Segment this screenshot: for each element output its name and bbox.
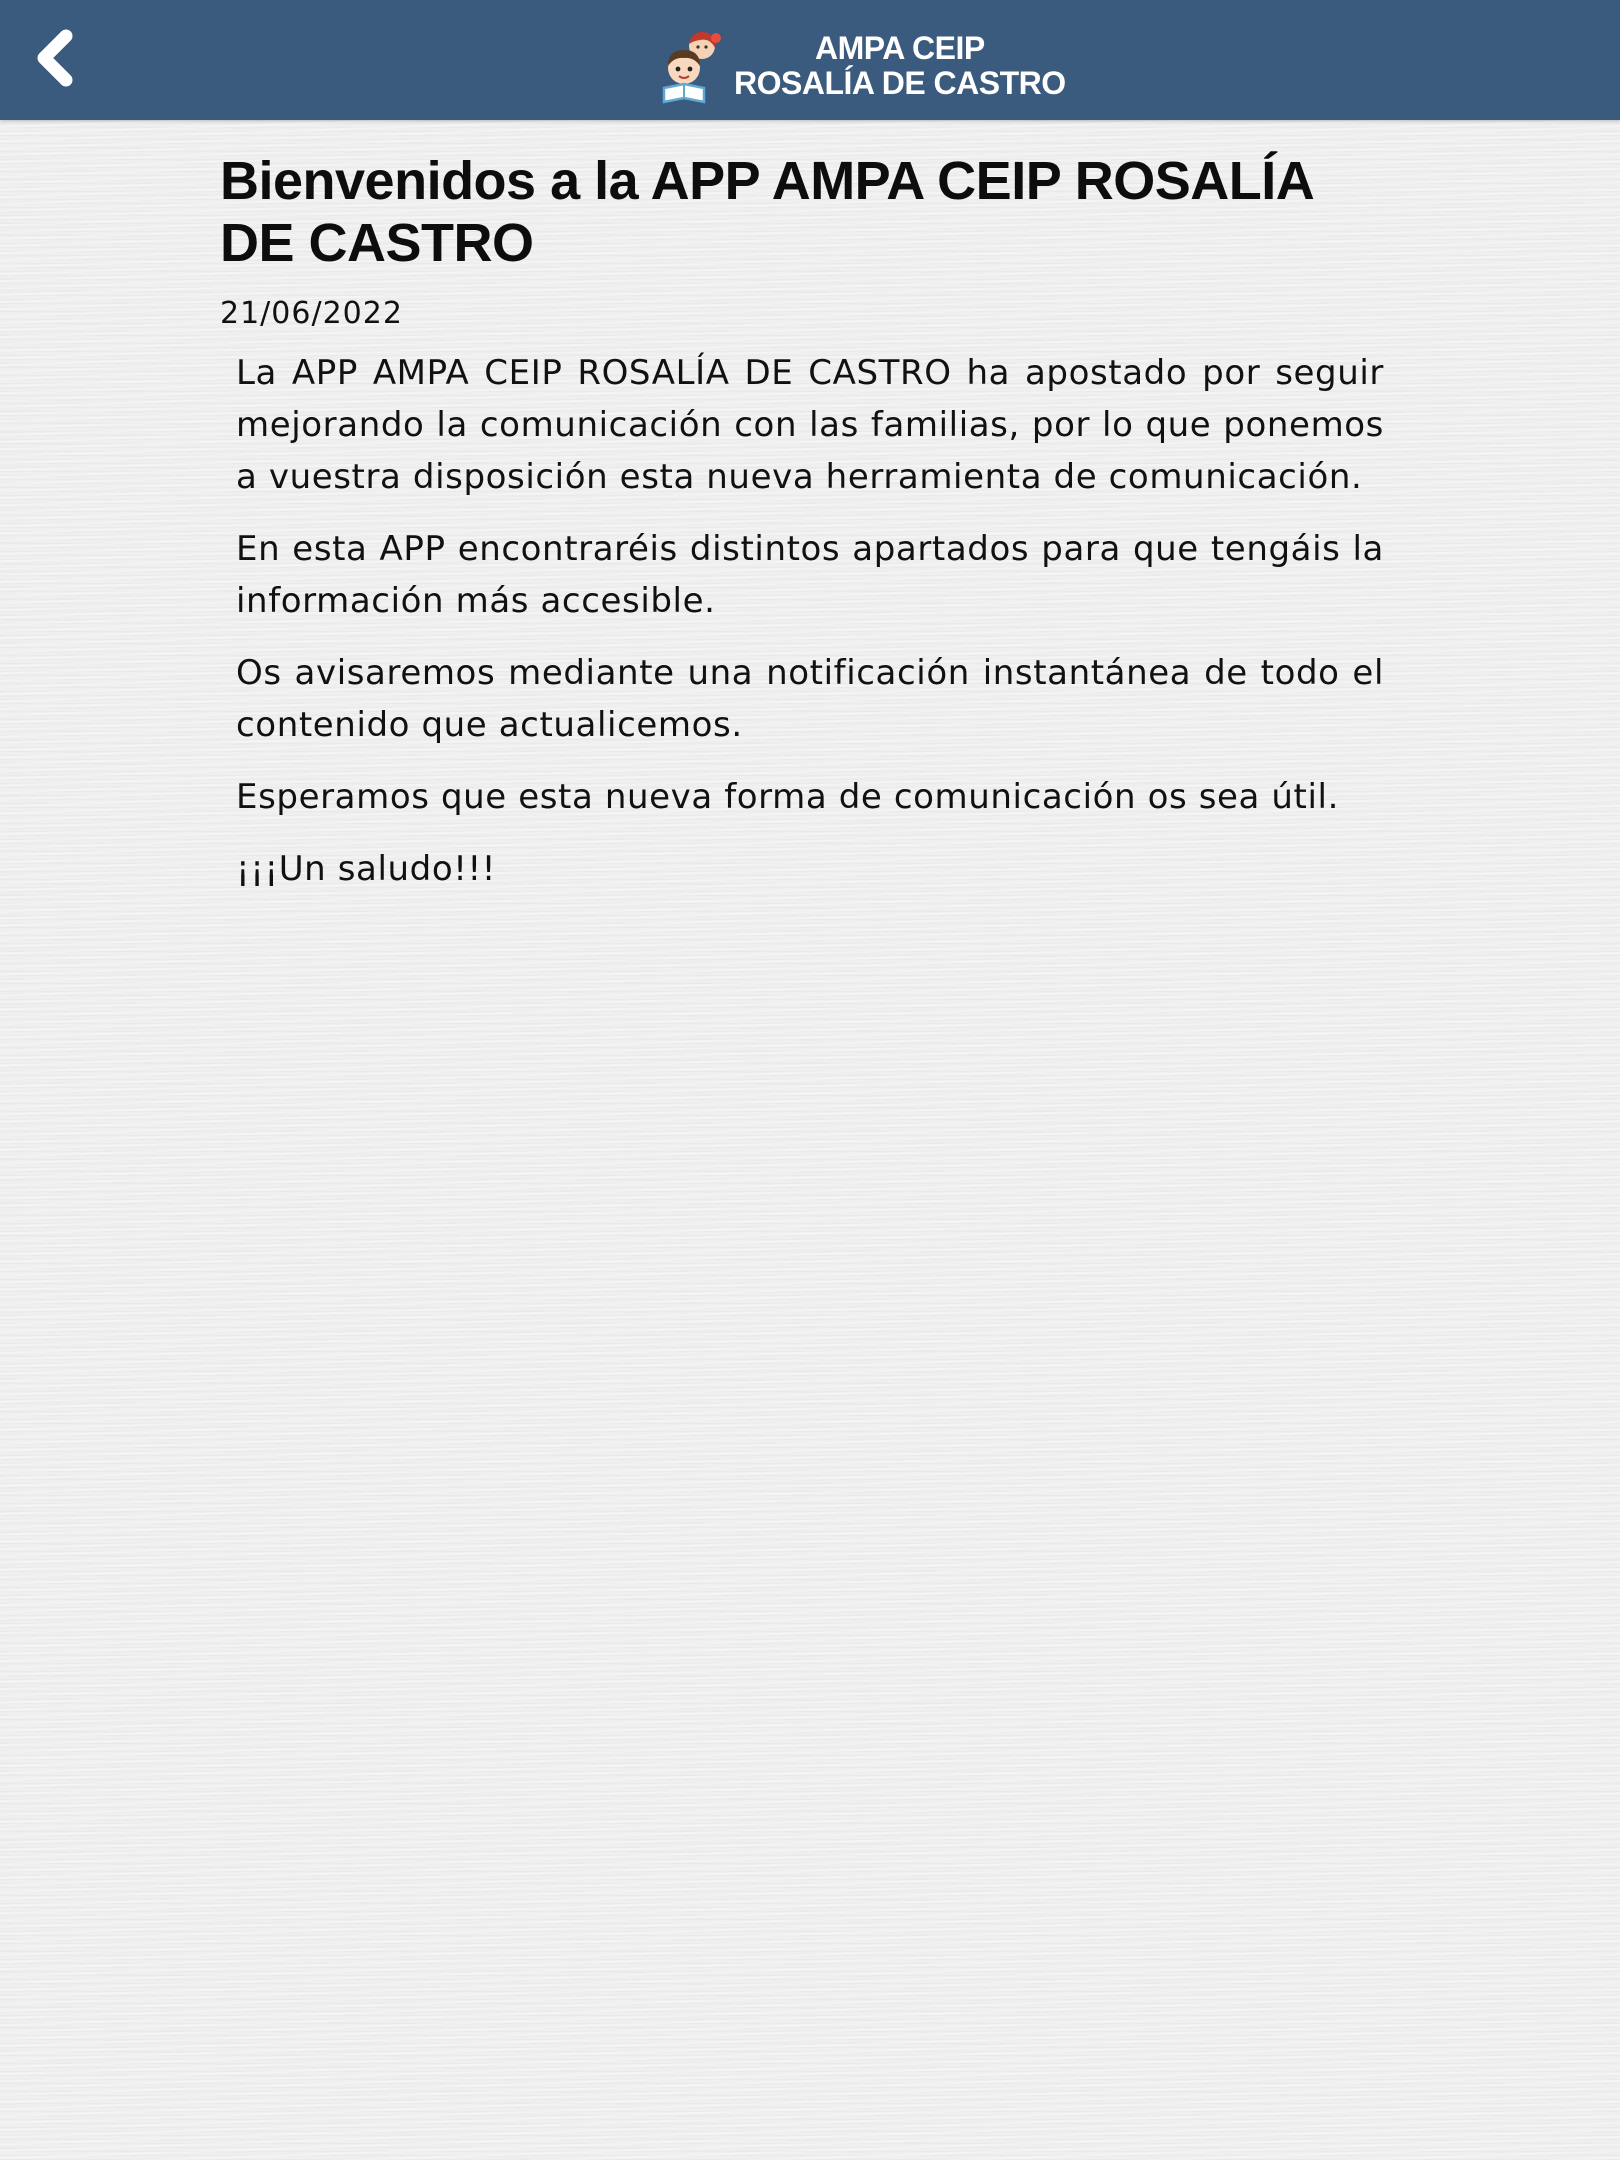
app-header (0, 0, 1620, 120)
children-logo-icon (658, 26, 724, 106)
article (220, 150, 1385, 915)
chevron-left-icon (30, 28, 82, 92)
brand-line-1: AMPA CEIP (814, 30, 985, 66)
article-paragraph: En esta APP encontraréis distintos apartados para que tengáis la información más accesible. (236, 529, 1384, 621)
article-body (220, 347, 1384, 895)
article-paragraph: Os avisaremos mediante una notificación instantánea de todo el contenido que actualicemos. (236, 653, 1384, 745)
article-paragraph: La APP AMPA CEIP ROSALÍA DE CASTRO ha apostado por seguir mejorando la comunicación con las familias, por lo que ponemos a vuestra disposición esta nueva herramienta de comunicación. (236, 353, 1384, 497)
article-paragraph: Esperamos que esta nueva forma de comunicación os sea útil. (236, 777, 1339, 817)
brand-title (734, 31, 1066, 101)
brand (658, 26, 1066, 106)
article-paragraph: ¡¡¡Un saludo!!! (236, 849, 496, 889)
brand-line-2: ROSALÍA DE CASTRO (734, 65, 1066, 101)
article-title: Bienvenidos a la APP AMPA CEIP ROSALÍA DE CASTRO (220, 151, 1313, 273)
back-button[interactable] (30, 28, 82, 92)
article-date: 21/06/2022 (220, 296, 403, 331)
